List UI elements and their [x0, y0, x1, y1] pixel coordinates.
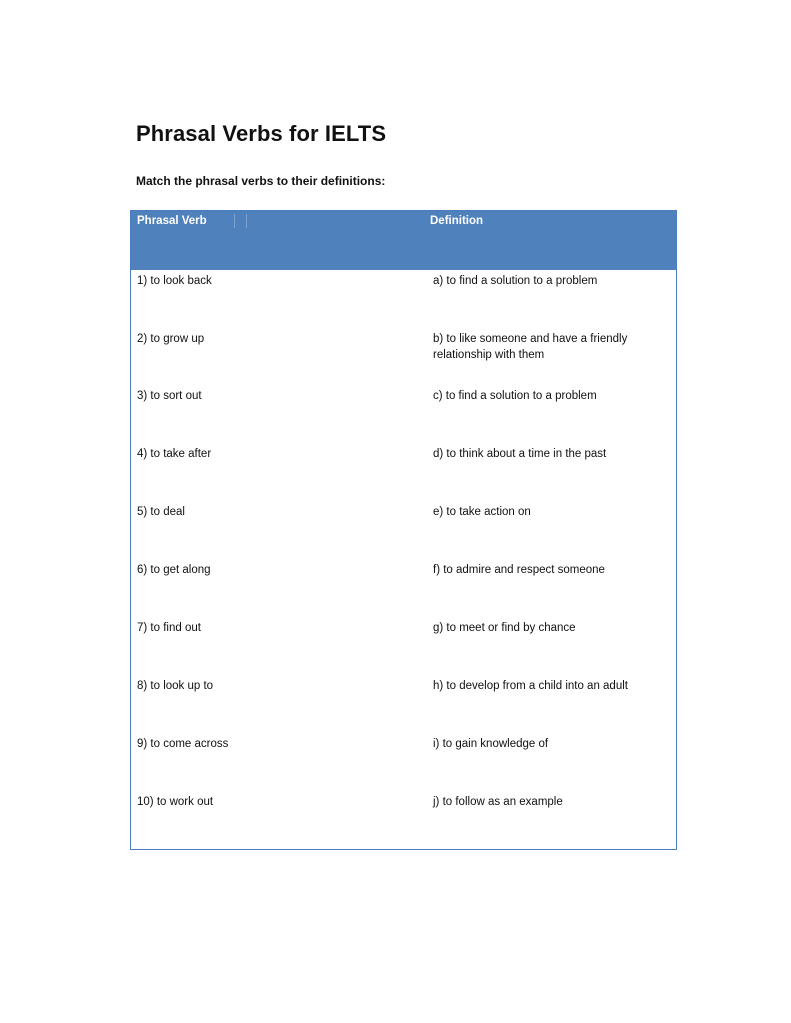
definition-cell: f) to admire and respect someone	[433, 564, 605, 576]
table-row	[131, 736, 676, 794]
header-definition: Definition	[430, 215, 484, 227]
table-row	[131, 620, 676, 678]
definition-cell: d) to think about a time in the past	[433, 448, 607, 460]
definition-cell: j) to follow as an example	[433, 796, 563, 808]
phrasal-verb-cell: 4) to take after	[137, 448, 212, 460]
table-row	[131, 446, 676, 504]
definition-cell: b) to like someone and have a friendly relationship with them	[433, 333, 628, 361]
table-row	[131, 678, 676, 736]
definition-cell: i) to gain knowledge of	[433, 738, 549, 750]
phrasal-verb-cell: 7) to find out	[137, 622, 201, 634]
phrasal-verb-cell: 5) to deal	[137, 506, 185, 518]
definition-cell: g) to meet or find by chance	[433, 622, 576, 634]
phrasal-verb-cell: 6) to get along	[137, 564, 211, 576]
document-title: Phrasal Verbs for IELTS	[136, 121, 387, 146]
table-row	[131, 388, 676, 446]
phrasal-verb-cell: 2) to grow up	[137, 333, 205, 345]
definition-cell: a) to find a solution to a problem	[433, 275, 598, 287]
definition-cell: e) to take action on	[433, 506, 531, 518]
header-divider	[234, 214, 235, 228]
phrasal-verb-cell: 8) to look up to	[137, 680, 214, 692]
table-row	[131, 562, 676, 620]
table-row	[131, 331, 676, 389]
phrasal-verb-cell: 1) to look back	[137, 275, 212, 287]
definition-cell: c) to find a solution to a problem	[433, 390, 597, 402]
phrasal-verbs-table	[130, 210, 677, 850]
phrasal-verb-cell: 3) to sort out	[137, 390, 202, 402]
table-row	[131, 794, 676, 852]
table-header-row	[131, 211, 676, 270]
header-divider	[246, 214, 247, 228]
table-row	[131, 273, 676, 331]
definition-cell: h) to develop from a child into an adult	[433, 680, 628, 692]
instructions-text: Match the phrasal verbs to their definitions:	[136, 174, 386, 188]
phrasal-verb-cell: 9) to come across	[137, 738, 229, 750]
phrasal-verb-cell: 10) to work out	[137, 796, 214, 808]
table-row	[131, 504, 676, 562]
header-phrasal-verb: Phrasal Verb	[137, 215, 207, 227]
